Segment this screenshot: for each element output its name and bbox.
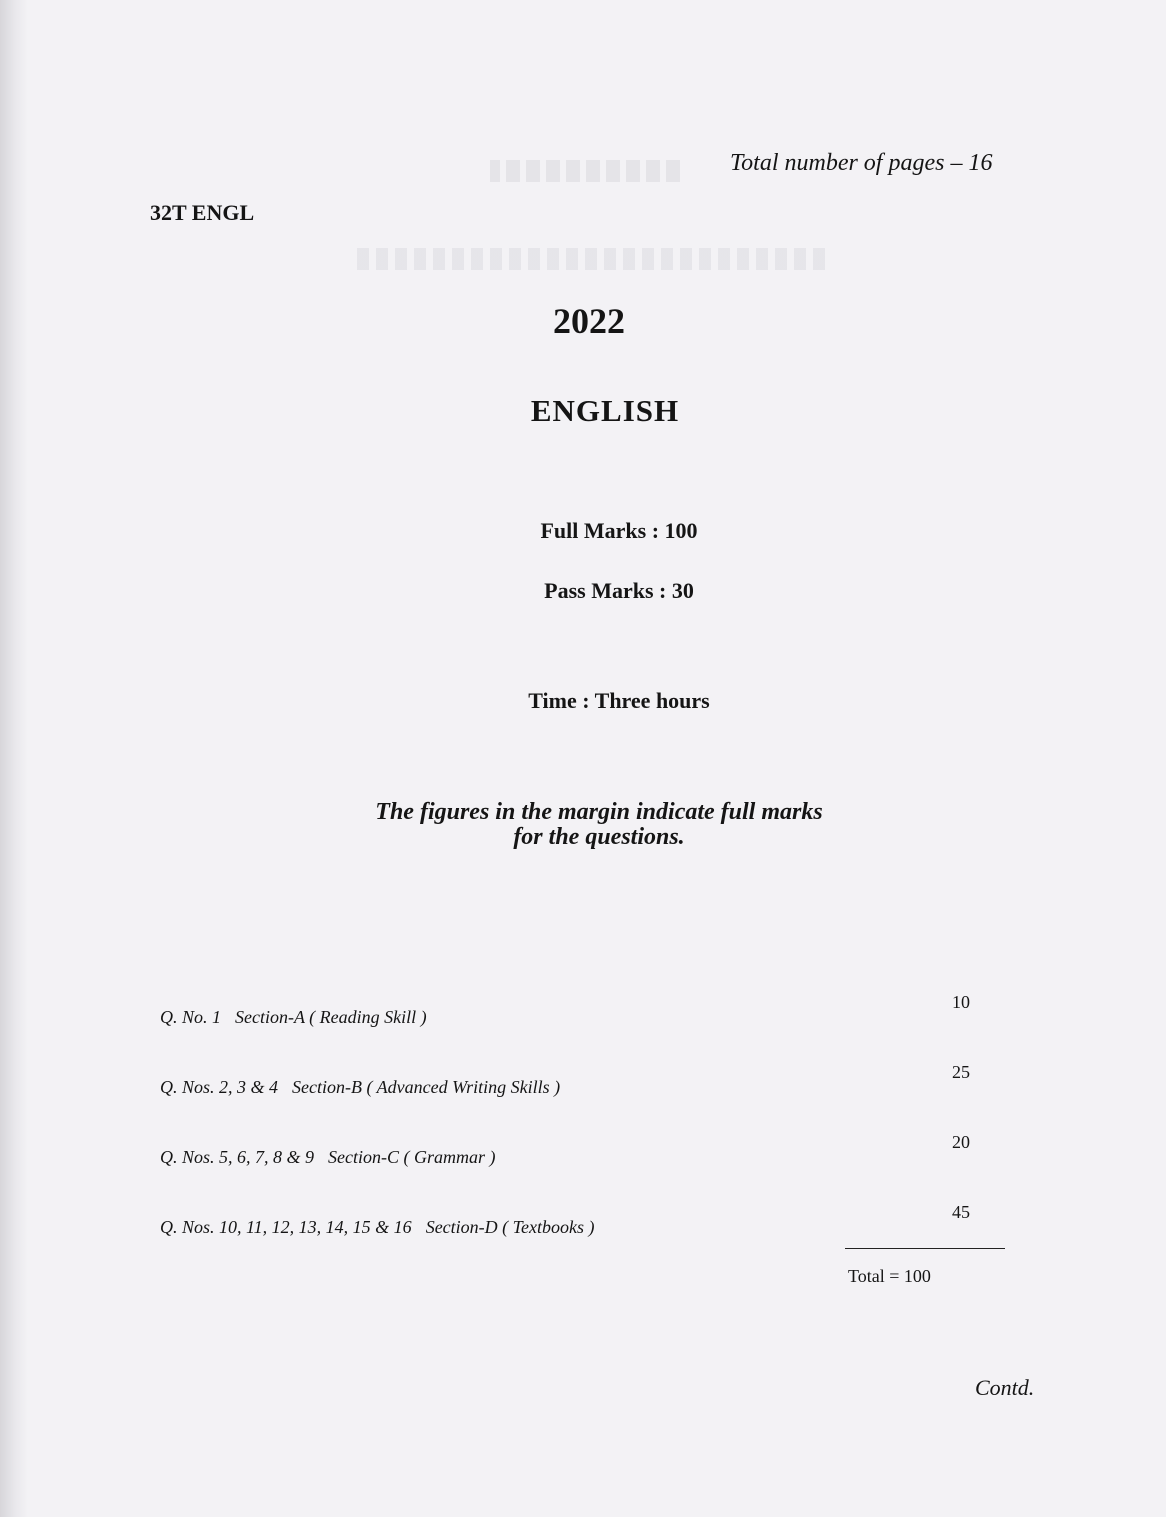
marks-instruction-line-1: The figures in the margin indicate full marks <box>375 799 823 825</box>
full-marks: Full Marks : 100 <box>540 518 698 543</box>
marks-distribution <box>160 985 970 1265</box>
section-marks: 20 <box>952 1132 970 1152</box>
marks-instruction <box>0 800 1166 850</box>
exam-duration: Time : Three hours <box>528 688 710 713</box>
question-range <box>160 1147 496 1168</box>
pass-marks: Pass Marks : 30 <box>544 578 694 603</box>
subject-title: ENGLISH <box>530 393 680 428</box>
exam-year: 2022 <box>553 301 625 341</box>
question-numbers: Q. No. 1 <box>160 1007 222 1027</box>
question-range <box>160 1077 560 1098</box>
distribution-row <box>160 985 970 1055</box>
distribution-row <box>160 1195 970 1265</box>
section-name: Section-C ( Grammar ) <box>328 1147 496 1167</box>
scanned-page-edge <box>0 0 28 1517</box>
total-pages-note: Total number of pages – 16 <box>730 150 993 176</box>
section-marks: 45 <box>952 1202 970 1222</box>
question-numbers: Q. Nos. 2, 3 & 4 <box>160 1077 279 1097</box>
section-name: Section-B ( Advanced Writing Skills ) <box>292 1077 561 1097</box>
section-marks: 25 <box>952 1062 970 1082</box>
show-through-bleed <box>355 248 825 270</box>
section-name: Section-D ( Textbooks ) <box>425 1217 595 1237</box>
total-marks: Total = 100 <box>848 1266 931 1286</box>
section-marks: 10 <box>952 992 970 1012</box>
marks-instruction-line-2: for the questions. <box>513 824 685 850</box>
question-range <box>160 1007 427 1028</box>
section-name: Section-A ( Reading Skill ) <box>235 1007 427 1027</box>
question-numbers: Q. Nos. 10, 11, 12, 13, 14, 15 & 16 <box>160 1217 412 1237</box>
paper-code: 32T ENGL <box>150 200 255 225</box>
distribution-row <box>160 1125 970 1195</box>
question-range <box>160 1217 594 1238</box>
total-divider <box>845 1248 1005 1249</box>
distribution-row <box>160 1055 970 1125</box>
question-numbers: Q. Nos. 5, 6, 7, 8 & 9 <box>160 1147 315 1167</box>
continued-note: Contd. <box>975 1375 1035 1400</box>
show-through-bleed <box>490 160 680 182</box>
